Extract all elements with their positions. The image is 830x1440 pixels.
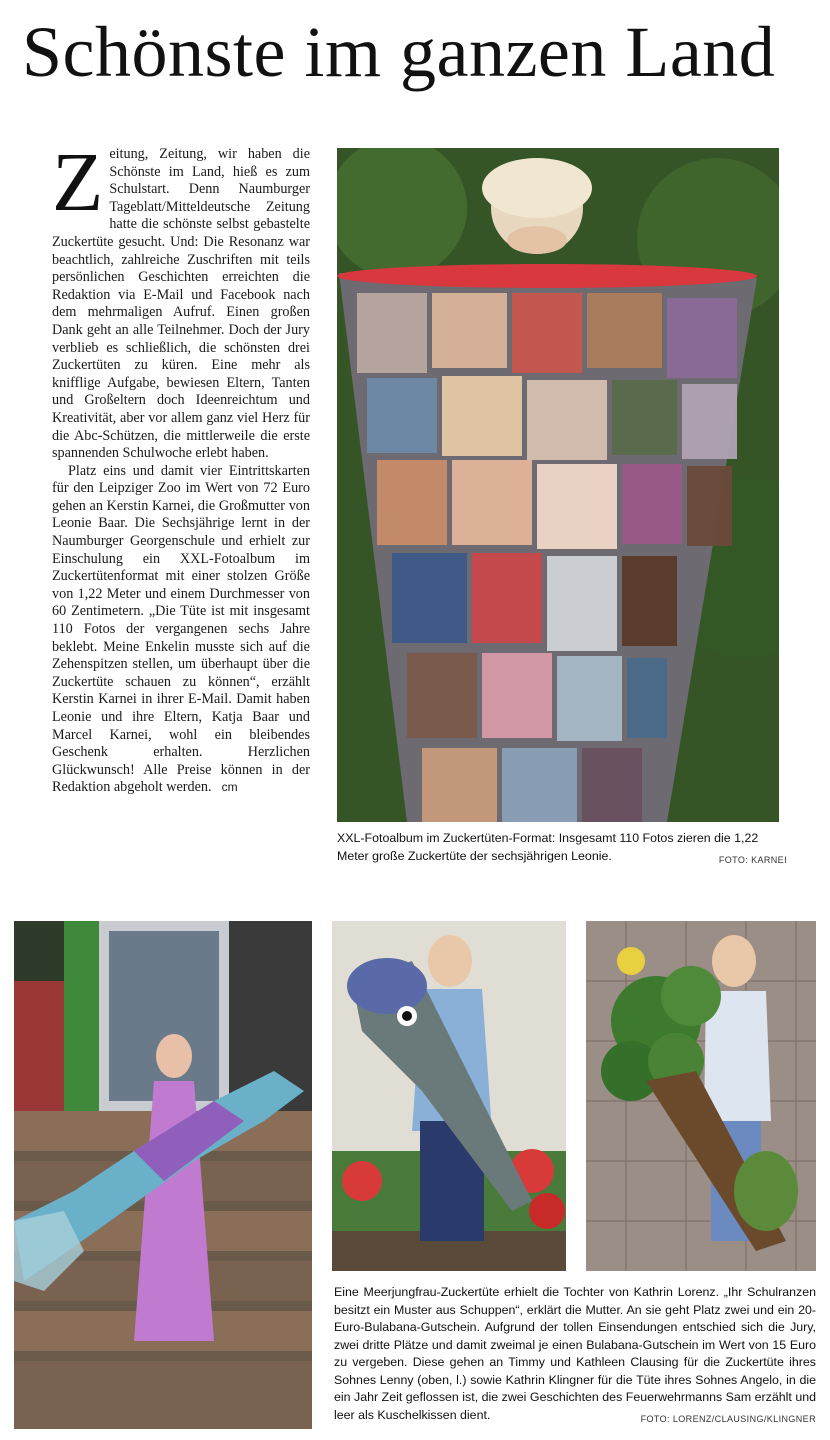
paragraph-2-text: Platz eins und damit vier Eintrittskarten für den Leipziger Zoo im Wert von 72 Euro gehen an Kerstin Karnei, die Großmutter von Leonie Baar. Die Sechsjährige lernt in der Naumburger Georgenschule und erhielt zur Einschulung ein XXL-Fotoalbum im Zuckertütenformat mit einer stolzen Größe von 1,22 Meter und einem Durchmesser von 60 Zentimetern. „Die Tüte ist mit insgesamt 110 Fotos der vergangenen sechs Jahre beklebt. Meine Enkelin musste sich auf die Zehenspitzen stellen, um überhaupt über die Zuckertüte schauen zu können“, erzählt Kerstin Karnei in ihrer E-Mail. Damit haben Leonie und ihre Eltern, Katja Baar und Marcel Karnei, wohl ein bleibendes Geschenk erhalten. Herzlichen Glückwunsch! Alle Preise können in der Redaktion abgeholt werden.: [52, 462, 310, 796]
headline: Schönste im ganzen Land: [22, 12, 776, 92]
photo-xxl-cone: [337, 148, 779, 822]
bottom-photos-caption: Eine Meerjungfrau-Zuckertüte erhielt die Tochter von Kathrin Lorenz. „Ihr Schulranzen besitzt ein Muster aus Schuppen“, erklärt die Mutter. An sie geht Platz zwei und ein 20-Euro-Bulabana-Gutschein. Aufgrund der tollen Einsendungen entschied sich die Jury, zwei dritte Plätze und damit zweimal je einen Bulabana-Gutschein im Wert von 15 Euro zu vergeben. Diese gehen an Timmy und Kathleen Clausing für die Zuckertüte ihres Sohnes Lenny (oben, l.) sowie Kathrin Klingner für die Tüte ihres Sohnes Angelo, in die ein Jahr Zeit geflossen ist, die zwei Geschichten des Feuerwehrmanns Sam erzählt und leer als Kuschelkissen dient.: [334, 1285, 816, 1422]
bottom-photos-credit: FOTO: LORENZ/CLAUSING/KLINGNER: [640, 1413, 816, 1424]
author-signature: cm: [221, 780, 238, 795]
top-photo-caption: XXL-Fotoalbum im Zuckertüten-Format: Insgesamt 110 Fotos zieren die 1,22 Meter große Zuckertüte der sechsjährigen Leonie.: [337, 831, 759, 863]
drop-cap: Z: [52, 136, 104, 229]
photo-lenny-cone: [332, 921, 566, 1271]
article-paragraph-2: [52, 463, 310, 797]
paragraph-1-text: eitung, Zeitung, wir haben die Schönste im Land, hieß es zum Schulstart. Denn Naumburger Tageblatt/Mitteldeutsche Zeitung hatte die schönste selbst gebastelte Zuckertüte gesucht. Und: Die Resonanz war beachtlich, zahlreiche Zuschriften mit teils persönlichen Geschichten erreichten die Redaktion via E-Mail und Facebook nach dem mehrmaligen Aufruf. Einen großen Dank geht an alle Teilnehmer. Doch der Jury verblieb es schließlich, die schönsten drei Zuckertüten zu küren. Eine mehr als knifflige Aufgabe, bewiesen Eltern, Tanten und Großeltern doch Ideenreichtum und Kreativität, aber vor allem ganz viel Herz für die Abc-Schützen, die mittlerweile die erste spannenden Schulwoche erlebt haben.: [52, 146, 310, 462]
bottom-photos-caption-block: [334, 1284, 816, 1428]
article-paragraph-1: [52, 136, 310, 463]
photo-angelo-cone: [586, 921, 816, 1271]
photo-mermaid-cone: [14, 921, 312, 1429]
top-photo-credit: FOTO: KARNEI: [718, 854, 787, 865]
top-photo-caption-block: [337, 830, 787, 869]
article-body: [52, 136, 310, 797]
